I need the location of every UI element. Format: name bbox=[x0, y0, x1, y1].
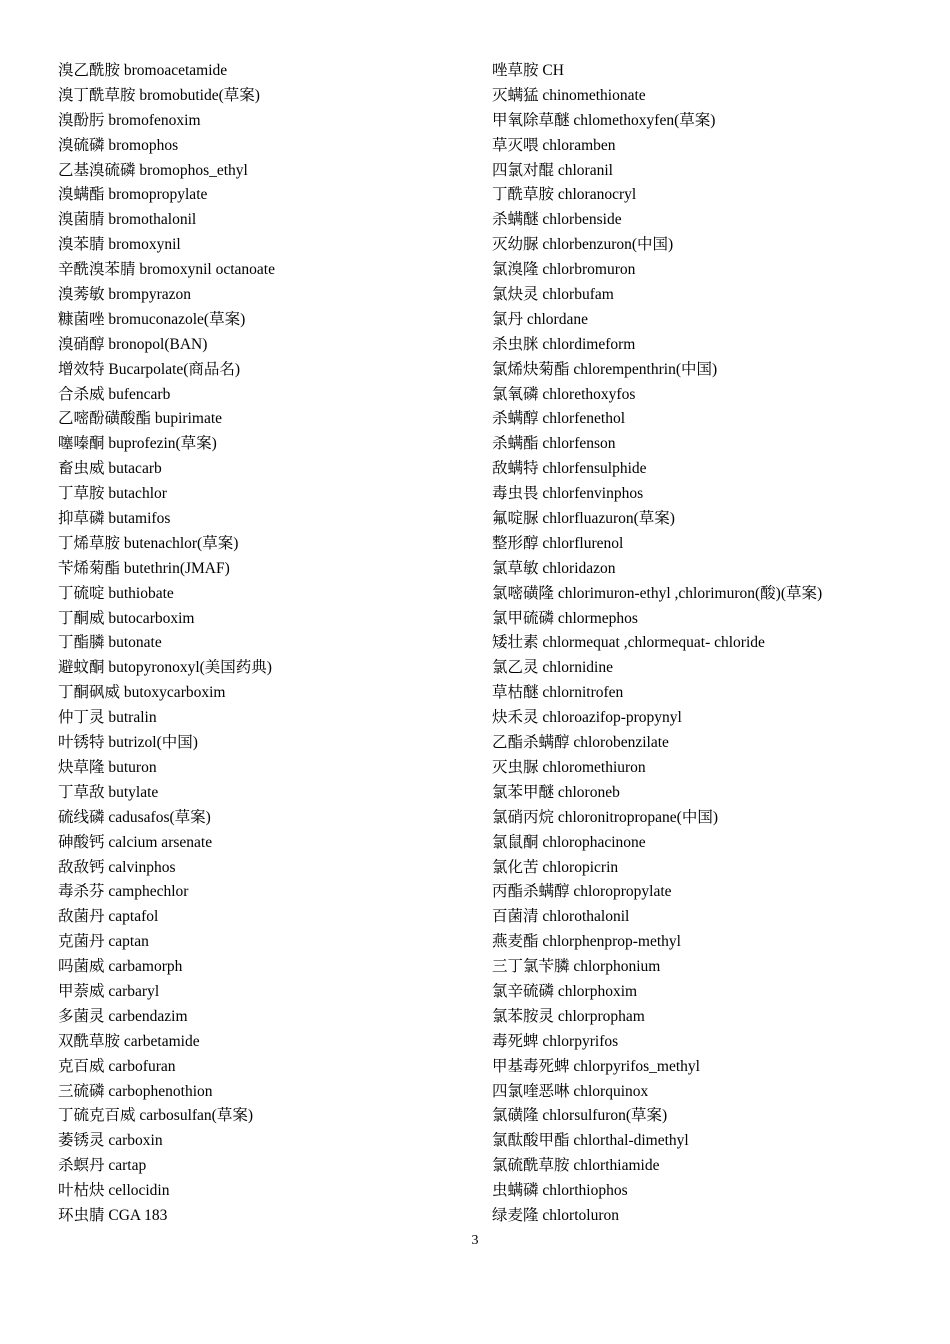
left-column-entry: 萎锈灵 carboxin bbox=[58, 1132, 163, 1150]
right-column-entry: 整形醇 chlorflurenol bbox=[492, 534, 624, 552]
left-column-entry: 杀螟丹 cartap bbox=[58, 1157, 147, 1175]
right-column-entry: 灭幼脲 chlorbenzuron(中国) bbox=[492, 236, 674, 254]
right-column-entry: 四氯对醌 chloranil bbox=[492, 161, 613, 179]
left-column-entry: 糠菌唑 bromuconazole(草案) bbox=[58, 310, 246, 328]
left-column-entry: 丁草敌 butylate bbox=[58, 783, 159, 801]
left-column-entry: 硫线磷 cadusafos(草案) bbox=[58, 808, 211, 826]
right-column-entry: 杀虫脒 chlordimeform bbox=[492, 335, 636, 353]
left-column-entry: 噻嗪酮 buprofezin(草案) bbox=[58, 435, 217, 453]
right-column-entry: 甲基毒死蜱 chlorpyrifos_methyl bbox=[492, 1057, 700, 1075]
left-column-entry: 甲萘威 carbaryl bbox=[58, 982, 160, 1000]
right-column-entry: 燕麦酯 chlorphenprop-methyl bbox=[492, 933, 681, 951]
left-column-entry: 辛酰溴苯腈 bromoxynil octanoate bbox=[58, 261, 275, 279]
right-column-entry: 氯磺隆 chlorsulfuron(草案) bbox=[492, 1107, 668, 1125]
left-column-entry: 丁酮威 butocarboxim bbox=[58, 609, 195, 627]
left-column-entry: 克菌丹 captan bbox=[58, 933, 149, 951]
right-column-entry: 炔禾灵 chloroazifop-propynyl bbox=[492, 709, 682, 727]
right-column-entry: 杀螨醚 chlorbenside bbox=[492, 211, 622, 229]
right-column-entry: 三丁氯苄膦 chlorphonium bbox=[492, 958, 661, 976]
left-column-entry: 抑草磷 butamifos bbox=[58, 510, 171, 528]
left-column-entry: 吗菌威 carbamorph bbox=[58, 958, 183, 976]
right-column-entry: 唑草胺 CH bbox=[492, 62, 564, 79]
left-column-entry: 溴苯腈 bromoxynil bbox=[58, 236, 181, 254]
right-column-entry: 甲氧除草醚 chlomethoxyfen(草案) bbox=[492, 111, 716, 129]
left-column-entry: 丁酮砜威 butoxycarboxim bbox=[58, 684, 226, 702]
left-column-entry: 丁烯草胺 butenachlor(草案) bbox=[58, 534, 239, 552]
right-column-entry: 毒死蜱 chlorpyrifos bbox=[492, 1032, 619, 1050]
right-column-entry: 氯硝丙烷 chloronitropropane(中国) bbox=[492, 808, 718, 826]
right-column-entry: 杀螨酯 chlorfenson bbox=[492, 435, 616, 453]
left-column-entry: 砷酸钙 calcium arsenate bbox=[58, 833, 213, 851]
left-column-entry: 环虫腈 CGA 183 bbox=[58, 1206, 168, 1224]
left-column-entry: 畜虫威 butacarb bbox=[58, 460, 162, 478]
right-column-entry: 氯草敏 chloridazon bbox=[492, 559, 616, 577]
left-column-entry: 合杀威 bufencarb bbox=[58, 385, 171, 403]
left-column-entry: 叶枯炔 cellocidin bbox=[58, 1182, 170, 1200]
left-column-entry: 敌菌丹 captafol bbox=[58, 908, 159, 926]
left-column-entry: 溴酚肟 bromofenoxim bbox=[58, 111, 201, 129]
right-column-entry: 乙酯杀螨醇 chlorobenzilate bbox=[492, 734, 669, 752]
right-column-entry: 灭螨猛 chinomethionate bbox=[492, 86, 646, 104]
right-column-entry: 氯酞酸甲酯 chlorthal-dimethyl bbox=[492, 1132, 689, 1150]
left-column-entry: 丁酯膦 butonate bbox=[58, 634, 162, 652]
right-column-entry: 氯苯胺灵 chlorpropham bbox=[492, 1007, 645, 1025]
right-column-entry: 氯烯炔菊酯 chlorempenthrin(中国) bbox=[492, 360, 718, 378]
left-column-entry: 乙基溴硫磷 bromophos_ethyl bbox=[58, 161, 248, 179]
left-column-entry: 苄烯菊酯 butethrin(JMAF) bbox=[58, 559, 230, 577]
left-column-entry: 双酰草胺 carbetamide bbox=[58, 1032, 200, 1050]
right-column-entry: 氯化苦 chloropicrin bbox=[492, 858, 619, 876]
left-column-entry: 溴菌腈 bromothalonil bbox=[58, 211, 197, 229]
left-column-entry: 克百威 carbofuran bbox=[58, 1057, 176, 1075]
right-column-entry: 杀螨醇 chlorfenethol bbox=[492, 410, 626, 428]
left-column-entry: 溴螨酯 bromopropylate bbox=[58, 186, 208, 204]
left-column-entry: 溴硫磷 bromophos bbox=[58, 136, 179, 154]
right-column-entry: 草枯醚 chlornitrofen bbox=[492, 684, 624, 702]
right-column-entry: 丁酰草胺 chloranocryl bbox=[492, 186, 637, 204]
right-term-column bbox=[492, 59, 932, 1229]
page-number: 3 bbox=[471, 1233, 479, 1248]
right-column-entry: 氯辛硫磷 chlorphoxim bbox=[492, 982, 638, 1000]
right-column-entry: 百菌清 chlorothalonil bbox=[492, 908, 630, 926]
left-column-entry: 溴莠敏 brompyrazon bbox=[58, 286, 192, 304]
right-column-entry: 氯鼠酮 chlorophacinone bbox=[492, 833, 646, 851]
left-column-entry: 仲丁灵 butralin bbox=[58, 709, 157, 727]
left-column-entry: 丁硫克百威 carbosulfan(草案) bbox=[58, 1107, 253, 1125]
right-column-entry: 四氯喹恶啉 chlorquinox bbox=[492, 1082, 649, 1100]
left-column-entry: 增效特 Bucarpolate(商品名) bbox=[58, 360, 241, 378]
right-column-entry: 氯丹 chlordane bbox=[492, 310, 588, 328]
left-column-entry: 毒杀芬 camphechlor bbox=[58, 883, 189, 901]
left-column-entry: 乙嘧酚磺酸酯 bupirimate bbox=[58, 410, 223, 428]
left-column-entry: 多菌灵 carbendazim bbox=[58, 1007, 188, 1025]
left-column-entry: 避蚊酮 butopyronoxyl(美国药典) bbox=[58, 659, 272, 677]
left-column-entry: 三硫磷 carbophenothion bbox=[58, 1082, 213, 1100]
left-column-entry: 溴乙酰胺 bromoacetamide bbox=[58, 62, 228, 79]
left-column-entry: 叶锈特 butrizol(中国) bbox=[58, 734, 198, 752]
right-column-entry: 氯硫酰草胺 chlorthiamide bbox=[492, 1157, 660, 1175]
left-column-entry: 敌敌钙 calvinphos bbox=[58, 858, 176, 876]
left-column-entry: 溴丁酰草胺 bromobutide(草案) bbox=[58, 86, 260, 104]
right-column-entry: 氯炔灵 chlorbufam bbox=[492, 286, 614, 304]
left-term-column bbox=[58, 59, 458, 1229]
right-column-entry: 绿麦隆 chlortoluron bbox=[492, 1206, 619, 1224]
right-column-entry: 氯甲硫磷 chlormephos bbox=[492, 609, 638, 627]
right-column-entry: 氯溴隆 chlorbromuron bbox=[492, 261, 636, 279]
right-column-entry: 丙酯杀螨醇 chloropropylate bbox=[492, 883, 672, 901]
right-column-entry: 矮壮素 chlormequat ,chlormequat- chloride bbox=[492, 634, 765, 652]
right-column-entry: 氯乙灵 chlornidine bbox=[492, 659, 613, 677]
left-column-entry: 炔草隆 buturon bbox=[58, 758, 157, 776]
right-column-entry: 氯嘧磺隆 chlorimuron-ethyl ,chlorimuron(酸)(草案) bbox=[492, 584, 823, 602]
left-column-entry: 溴硝醇 bronopol(BAN) bbox=[58, 335, 208, 353]
right-column-entry: 氯氧磷 chlorethoxyfos bbox=[492, 385, 636, 403]
right-column-entry: 草灭喂 chloramben bbox=[492, 136, 616, 154]
left-column-entry: 丁草胺 butachlor bbox=[58, 485, 167, 503]
right-column-entry: 氯苯甲醚 chloroneb bbox=[492, 783, 620, 801]
right-column-entry: 虫螨磷 chlorthiophos bbox=[492, 1182, 628, 1200]
right-column-entry: 敌螨特 chlorfensulphide bbox=[492, 460, 647, 478]
right-column-entry: 毒虫畏 chlorfenvinphos bbox=[492, 485, 644, 503]
right-column-entry: 氟啶脲 chlorfluazuron(草案) bbox=[492, 510, 675, 528]
right-column-entry: 灭虫脲 chloromethiuron bbox=[492, 758, 646, 776]
left-column-entry: 丁硫啶 buthiobate bbox=[58, 584, 174, 602]
